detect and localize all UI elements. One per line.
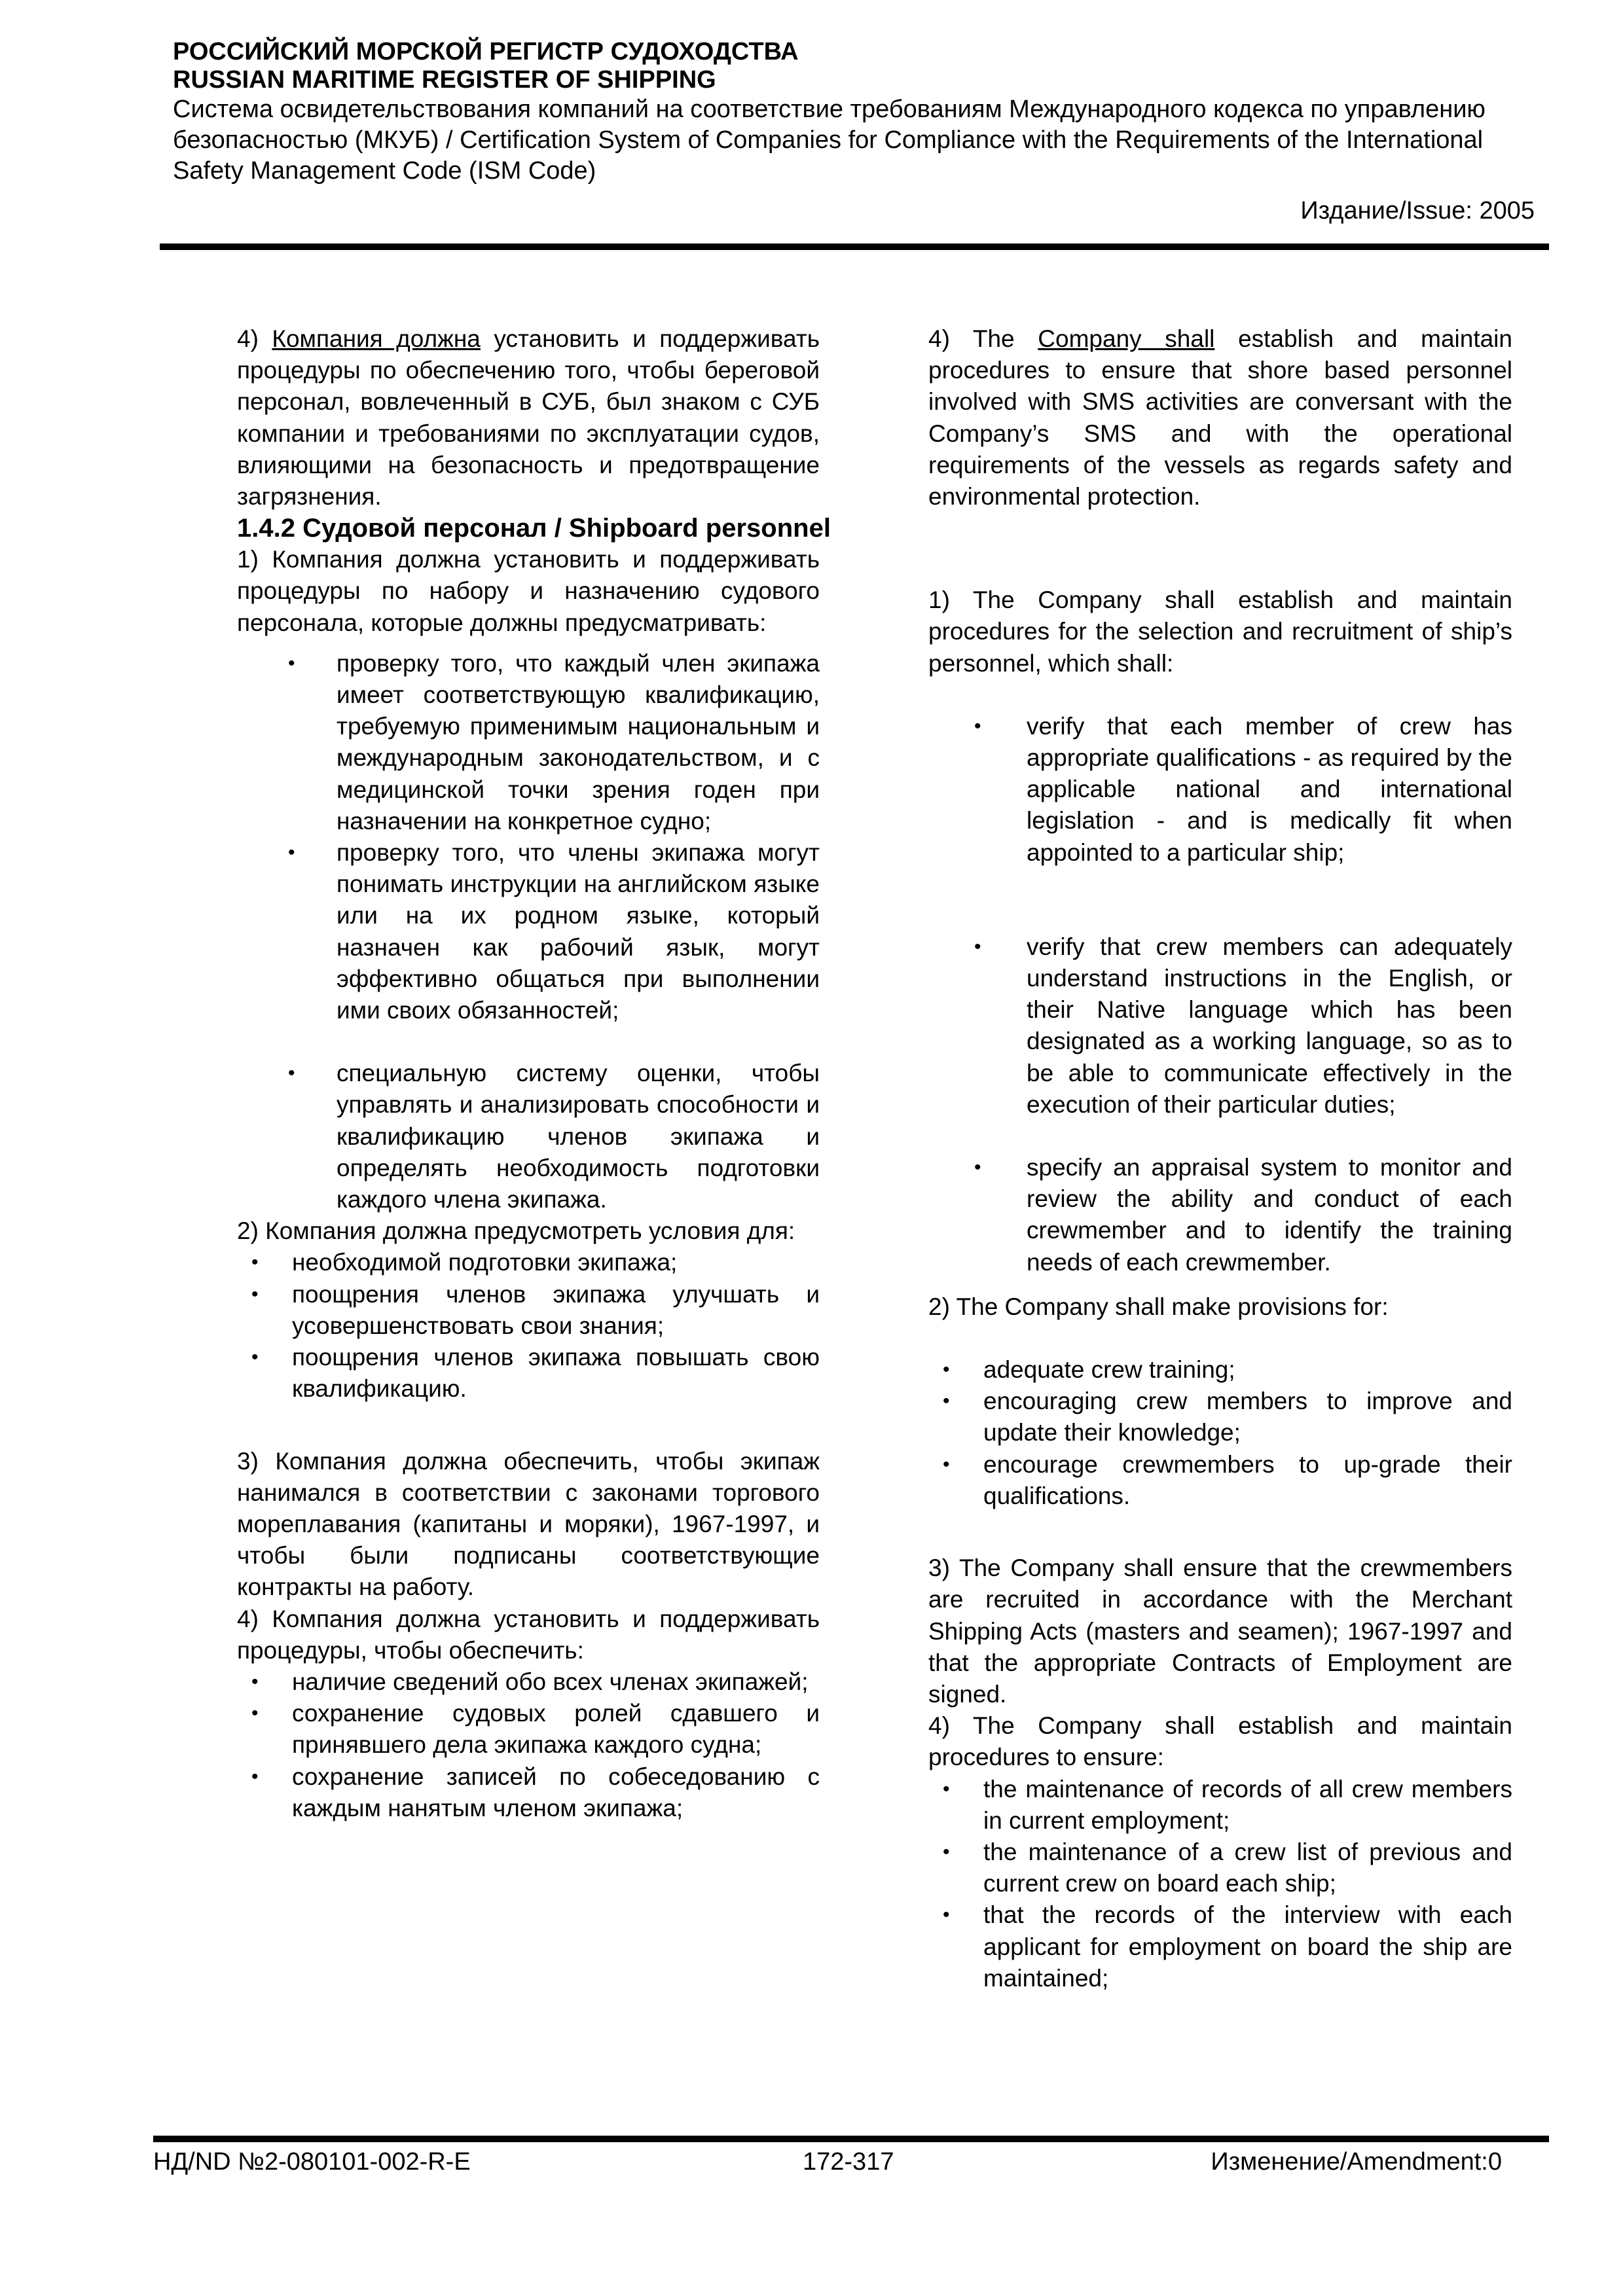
bullet-icon: • bbox=[943, 1840, 950, 1863]
right-para-3: 3) The Company shall ensure that the crewmembers are recruited in accordance with the Merchant Shipping Acts (masters and seamen); 1967-1997 and that the appropriate Contracts of Employment are signed. bbox=[928, 1554, 1512, 1708]
bullet-icon: • bbox=[288, 842, 295, 864]
list-item: • поощрения членов экипажа улучшать и усовершенствовать свои знания; bbox=[237, 1279, 820, 1342]
bullet-icon: • bbox=[943, 1778, 950, 1800]
list-item: • сохранение судовых ролей сдавшего и принявшего дела экипажа каждого судна; bbox=[237, 1698, 820, 1761]
org-name-ru: РОССИЙСКИЙ МОРСКОЙ РЕГИСТР СУДОХОДСТВА bbox=[173, 38, 799, 65]
bullet-icon: • bbox=[974, 715, 981, 737]
left-para-4: 4) Компания должна установить и поддерживать процедуры по обеспечению того, чтобы береговой персонал, вовлеченный в СУБ, был знаком с СУБ компании и требованиями по эксплуатации судов, влияющими на безопасность и предотвращение загрязнения. bbox=[237, 325, 820, 511]
list-item: • verify that crew members can adequately understand instructions in the English, or their Native language which has been designated as a working language, so as to be able to communicate effectively in the execution of their particular duties; bbox=[928, 931, 1512, 1121]
list-item: • specify an appraisal system to monitor and review the ability and conduct of each crewmember and to identify the training needs of each crewmember. bbox=[928, 1152, 1512, 1278]
bullet-icon: • bbox=[974, 935, 981, 958]
bullet-icon: • bbox=[251, 1283, 259, 1305]
bullet-icon: • bbox=[974, 1157, 981, 1179]
bullet-icon: • bbox=[251, 1670, 259, 1693]
list-item: • verify that each member of crew has appropriate qualifications - as required by the applicable national and international legislation - and is medically fit when appointed to a particular ship; bbox=[928, 711, 1512, 869]
bullet-icon: • bbox=[251, 1346, 259, 1369]
right-para-2: 2) The Company shall make provisions for: bbox=[928, 1293, 1389, 1320]
bullet-icon: • bbox=[251, 1765, 259, 1787]
footer-page-range: 172-317 bbox=[803, 2148, 894, 2176]
bullet-icon: • bbox=[943, 1390, 950, 1412]
header-divider bbox=[160, 243, 1549, 250]
list-item: • поощрения членов экипажа повышать свою квалификацию. bbox=[237, 1342, 820, 1405]
list-item: • проверку того, что члены экипажа могут понимать инструкции на английском языке или на их родном языке, который назначен как рабочий язык, могут эффективно общаться при выполнении ими своих обязанностей; bbox=[237, 837, 820, 1026]
bullet-icon: • bbox=[251, 1702, 259, 1725]
list-item: • the maintenance of a crew list of previous and current crew on board each ship; bbox=[928, 1837, 1512, 1899]
bullet-icon: • bbox=[288, 1062, 295, 1085]
list-item: • необходимой подготовки экипажа; bbox=[237, 1247, 820, 1278]
issue-label: Издание/Issue: 2005 bbox=[1300, 197, 1535, 224]
list-item: • проверку того, что каждый член экипажа имеет соответствующую квалификацию, требуемую применимым национальным и международным законодательством, и с медицинской точки зрения годен при назначении на конкретное судно; bbox=[237, 648, 820, 837]
left-para-2: 2) Компания должна предусмотреть условия для: bbox=[237, 1217, 795, 1245]
list-item: • сохранение записей по собеседованию с каждым нанятым членом экипажа; bbox=[237, 1761, 820, 1824]
right-para-4b: 4) The Company shall establish and maintain procedures to ensure: bbox=[928, 1712, 1512, 1771]
right-para-1: 1) The Company shall establish and maintain procedures for the selection and recruitment of ship’s personnel, which shall: bbox=[928, 586, 1512, 677]
list-item: • the maintenance of records of all crew members in current employment; bbox=[928, 1774, 1512, 1837]
list-item: • that the records of the interview with each applicant for employment on board the ship are maintained; bbox=[928, 1899, 1512, 1994]
footer-divider bbox=[153, 2136, 1549, 2142]
section-spacer bbox=[928, 512, 1512, 584]
document-header bbox=[173, 38, 1535, 226]
bullet-icon: • bbox=[943, 1453, 950, 1475]
org-name-en: RUSSIAN MARITIME REGISTER OF SHIPPING bbox=[173, 66, 716, 94]
right-para-4: 4) The Company shall establish and maintain procedures to ensure that shore based personnel involved with SMS activities are conversant with the Company’s SMS and with the operational requirements of the vessels as regards safety and environmental protection. bbox=[928, 325, 1512, 511]
list-item: • наличие сведений обо всех членах экипажей; bbox=[237, 1666, 820, 1698]
section-heading: 1.4.2 Судовой персонал / Shipboard personnel bbox=[237, 514, 831, 543]
document-subtitle: Система освидетельствования компаний на соответствие требованиям Международного кодекса по управлению безопасностью (МКУБ) / Certification System of Companies for Compliance with the Requirements of the International Safety Management Code (ISM Code) bbox=[173, 96, 1486, 185]
document-footer bbox=[153, 2148, 1502, 2181]
left-para-3: 3) Компания должна обеспечить, чтобы экипаж нанимался в соответствии с законами торгового мореплавания (капитаны и моряки), 1967-1997, и чтобы были подписаны соответствующие контракты на работу. bbox=[237, 1447, 820, 1601]
list-item: • adequate crew training; bbox=[928, 1354, 1512, 1386]
right-column bbox=[928, 323, 1512, 1994]
bullet-icon: • bbox=[943, 1904, 950, 1926]
list-item: • специальную систему оценки, чтобы управлять и анализировать способности и квалификацию членов экипажа и определять необходимость подготовки каждого члена экипажа. bbox=[237, 1058, 820, 1215]
footer-amendment: Изменение/Amendment:0 bbox=[1211, 2148, 1502, 2176]
bullet-icon: • bbox=[251, 1251, 259, 1274]
list-item: • encourage crewmembers to up-grade their qualifications. bbox=[928, 1449, 1512, 1512]
left-company-link[interactable]: Компания должна bbox=[272, 325, 481, 352]
left-para-1: 1) Компания должна установить и поддерживать процедуры по набору и назначению судового персонала, которые должны предусматривать: bbox=[237, 546, 820, 636]
list-item: • encouraging crew members to improve and update their knowledge; bbox=[928, 1386, 1512, 1448]
left-para-4b: 4) Компания должна установить и поддерживать процедуры, чтобы обеспечить: bbox=[237, 1605, 820, 1664]
bullet-icon: • bbox=[943, 1359, 950, 1381]
footer-doc-number: НД/ND №2-080101-002-R-E bbox=[153, 2148, 471, 2176]
left-column bbox=[237, 323, 831, 1824]
right-company-link[interactable]: Company shall bbox=[1038, 325, 1215, 352]
bullet-icon: • bbox=[288, 652, 295, 674]
